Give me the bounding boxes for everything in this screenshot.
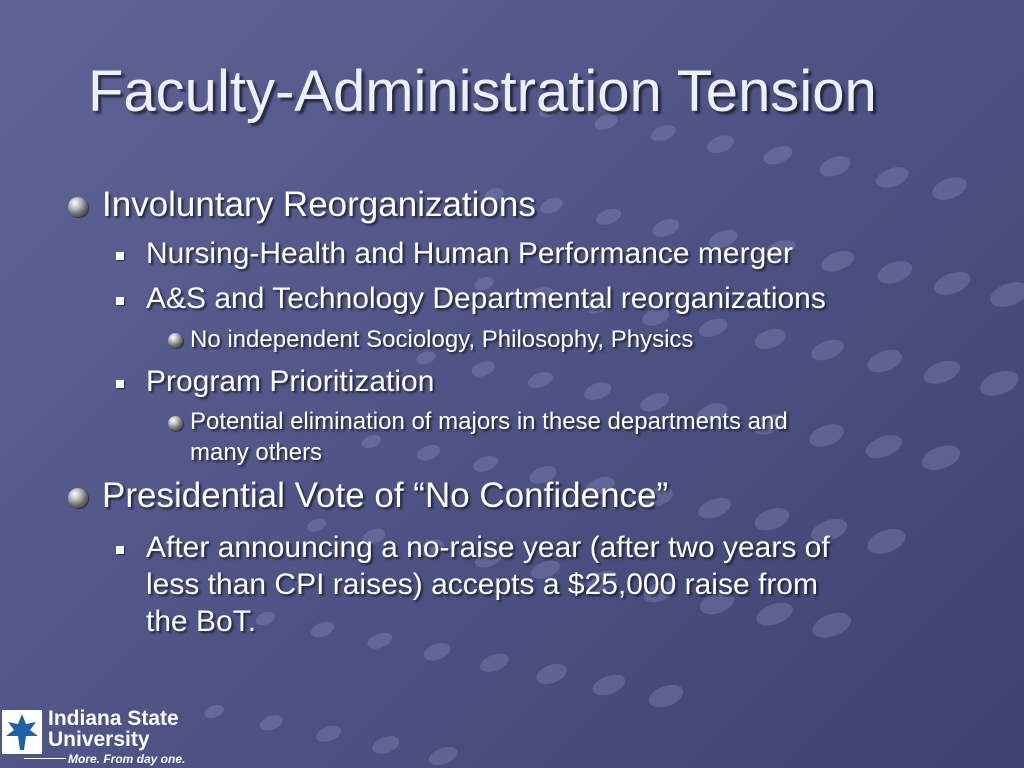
bullet-sphere-icon (68, 488, 88, 508)
bullet-square-icon (116, 252, 124, 260)
bullet-sphere-icon (68, 197, 88, 217)
bullet-sphere-icon (168, 416, 183, 431)
bullet-sphere-icon (168, 333, 183, 348)
logo-divider (24, 758, 66, 759)
university-logo (0, 706, 210, 768)
bullet-square-icon (116, 297, 124, 305)
bullet-nursing-merger: Nursing-Health and Human Performance merger (146, 237, 793, 270)
bullet-potential-elimination-line1: Potential elimination of majors in these departments and (190, 408, 788, 435)
bullet-after-announcing-line2: less than CPI raises) accepts a $25,000 raise from (146, 568, 818, 601)
bullet-no-independent: No independent Sociology, Philosophy, Physics (190, 326, 694, 353)
bullet-presidential-vote: Presidential Vote of “No Confidence” (102, 476, 669, 515)
logo-name: Indiana State University (48, 707, 179, 751)
bullet-after-announcing-line3: the BoT. (146, 605, 257, 638)
bullet-program-prioritization: Program Prioritization (146, 365, 435, 398)
bullet-as-technology: A&S and Technology Departmental reorganizations (146, 282, 826, 315)
leaf-logo-icon (2, 710, 42, 754)
bullet-after-announcing-line1: After announcing a no-raise year (after two years of (146, 531, 830, 564)
slide-title: Faculty-Administration Tension (88, 59, 877, 124)
bullet-square-icon (116, 546, 124, 554)
bullet-square-icon (116, 380, 124, 388)
bullet-involuntary-reorganizations: Involuntary Reorganizations (102, 185, 536, 224)
bullet-potential-elimination-line2: many others (190, 439, 323, 466)
logo-tagline: More. From day one. (68, 752, 186, 766)
